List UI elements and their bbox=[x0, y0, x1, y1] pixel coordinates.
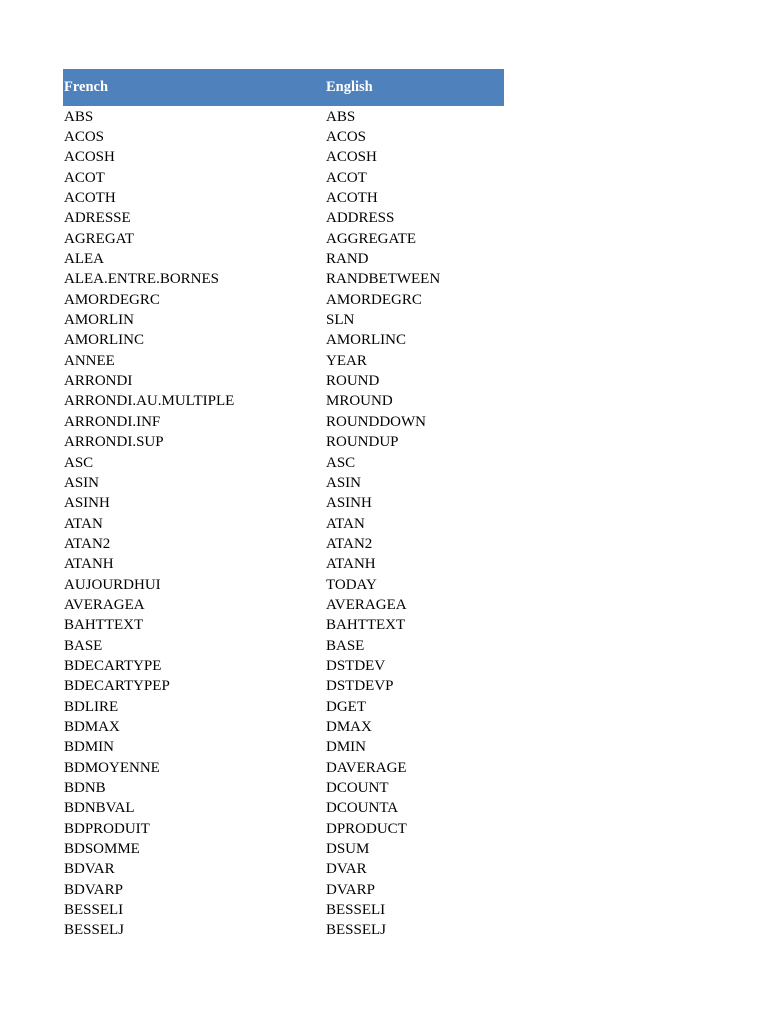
french-function-name: ASIN bbox=[64, 474, 100, 491]
french-function-name: AMORDEGRC bbox=[64, 291, 160, 308]
table-row bbox=[63, 473, 504, 493]
english-function-name: DCOUNTA bbox=[326, 800, 399, 817]
english-function-name: BAHTTEXT bbox=[326, 617, 406, 634]
french-function-name: AUJOURDHUI bbox=[64, 576, 161, 593]
english-function-name: DSUM bbox=[326, 841, 370, 858]
english-function-name: AMORLINC bbox=[326, 332, 407, 349]
french-function-name: ARRONDI.SUP bbox=[64, 434, 164, 451]
english-function-name: DMAX bbox=[326, 718, 372, 735]
table-row bbox=[63, 310, 504, 330]
table-row bbox=[63, 778, 504, 798]
table-row bbox=[63, 453, 504, 473]
table-row bbox=[63, 433, 504, 453]
table-row bbox=[63, 127, 504, 147]
french-function-name: ATAN bbox=[64, 515, 103, 532]
english-function-name: ASIN bbox=[326, 474, 362, 491]
french-function-name: ASC bbox=[64, 454, 94, 471]
table-row bbox=[63, 900, 504, 920]
english-function-name: DCOUNT bbox=[326, 780, 389, 797]
table-row bbox=[63, 371, 504, 391]
table-row bbox=[63, 331, 504, 351]
table-row bbox=[63, 575, 504, 595]
english-function-name: ROUND bbox=[326, 373, 380, 390]
table-row bbox=[63, 168, 504, 188]
english-function-name: ROUNDDOWN bbox=[326, 413, 426, 430]
english-function-name: ACOTH bbox=[326, 190, 378, 207]
french-function-name: ACOT bbox=[64, 169, 105, 186]
english-function-name: ABS bbox=[326, 108, 356, 125]
english-function-name: ATAN2 bbox=[326, 535, 373, 552]
french-function-name: ALEA bbox=[64, 251, 104, 268]
table-row bbox=[63, 819, 504, 839]
table-row bbox=[63, 636, 504, 656]
french-function-name: BDECARTYPE bbox=[64, 657, 162, 674]
english-function-name: DVAR bbox=[326, 861, 367, 878]
french-function-name: AGREGAT bbox=[64, 230, 134, 247]
french-function-name: AMORLINC bbox=[64, 332, 145, 349]
french-function-name: ATAN2 bbox=[64, 535, 111, 552]
french-function-name: ADRESSE bbox=[64, 210, 131, 227]
english-function-name: TODAY bbox=[326, 576, 377, 593]
french-function-name: ACOTH bbox=[64, 190, 116, 207]
table-row bbox=[63, 880, 504, 900]
english-function-name: DMIN bbox=[326, 739, 366, 756]
english-function-name: BESSELI bbox=[326, 902, 386, 919]
english-function-name: ACOSH bbox=[326, 149, 377, 166]
column-header-english: English bbox=[326, 79, 373, 95]
table-row bbox=[63, 738, 504, 758]
english-function-name: ATANH bbox=[326, 556, 376, 573]
french-function-name: BDVARP bbox=[64, 881, 123, 898]
table-row bbox=[63, 209, 504, 229]
table-row bbox=[63, 656, 504, 676]
table-row bbox=[63, 921, 504, 941]
french-function-name: BDECARTYPEP bbox=[64, 678, 170, 695]
table-row bbox=[63, 616, 504, 636]
english-function-name: AVERAGEA bbox=[326, 596, 407, 613]
english-function-name: DPRODUCT bbox=[326, 820, 407, 837]
english-function-name: ASC bbox=[326, 454, 356, 471]
table-row bbox=[63, 717, 504, 737]
table-row bbox=[63, 249, 504, 269]
english-function-name: RANDBETWEEN bbox=[326, 271, 441, 288]
french-function-name: ANNEE bbox=[64, 352, 115, 369]
french-function-name: BDLIRE bbox=[64, 698, 119, 715]
french-function-name: ARRONDI.AU.MULTIPLE bbox=[64, 393, 235, 410]
function-translation-table bbox=[63, 69, 504, 941]
french-function-name: BDSOMME bbox=[64, 841, 140, 858]
english-function-name: DSTDEVP bbox=[326, 678, 394, 695]
english-function-name: DVARP bbox=[326, 881, 375, 898]
english-function-name: ROUNDUP bbox=[326, 434, 399, 451]
table-row bbox=[63, 677, 504, 697]
english-function-name: AMORDEGRC bbox=[326, 291, 422, 308]
french-function-name: ATANH bbox=[64, 556, 114, 573]
table-row bbox=[63, 514, 504, 534]
english-function-name: SLN bbox=[326, 312, 355, 329]
english-function-name: DGET bbox=[326, 698, 366, 715]
french-function-name: BDNBVAL bbox=[64, 800, 135, 817]
french-function-name: ABS bbox=[64, 108, 94, 125]
french-function-name: BDMAX bbox=[64, 718, 120, 735]
table-row bbox=[63, 839, 504, 859]
french-function-name: BAHTTEXT bbox=[64, 617, 144, 634]
english-function-name: DAVERAGE bbox=[326, 759, 407, 776]
french-function-name: ARRONDI bbox=[64, 373, 133, 390]
english-function-name: RAND bbox=[326, 251, 369, 268]
french-function-name: BESSELI bbox=[64, 902, 124, 919]
french-function-name: BDPRODUIT bbox=[64, 820, 150, 837]
table-row bbox=[63, 290, 504, 310]
table-row bbox=[63, 534, 504, 554]
table-row bbox=[63, 595, 504, 615]
table-row bbox=[63, 107, 504, 127]
french-function-name: AMORLIN bbox=[64, 312, 134, 329]
french-function-name: ACOS bbox=[64, 129, 105, 146]
english-function-name: BESSELJ bbox=[326, 922, 387, 939]
french-function-name: BDMIN bbox=[64, 739, 115, 756]
table-row bbox=[63, 860, 504, 880]
french-function-name: ASINH bbox=[64, 495, 110, 512]
table-row bbox=[63, 270, 504, 290]
french-function-name: AVERAGEA bbox=[64, 596, 145, 613]
french-function-name: BESSELJ bbox=[64, 922, 125, 939]
english-function-name: BASE bbox=[326, 637, 365, 654]
table-row bbox=[63, 697, 504, 717]
french-function-name: ALEA.ENTRE.BORNES bbox=[64, 271, 219, 288]
english-function-name: ADDRESS bbox=[326, 210, 395, 227]
table-row bbox=[63, 494, 504, 514]
table-row bbox=[63, 412, 504, 432]
english-function-name: ACOS bbox=[326, 129, 367, 146]
table-row bbox=[63, 758, 504, 778]
english-function-name: DSTDEV bbox=[326, 657, 386, 674]
table-row bbox=[63, 188, 504, 208]
french-function-name: ACOSH bbox=[64, 149, 115, 166]
table-row bbox=[63, 392, 504, 412]
table-row bbox=[63, 148, 504, 168]
french-function-name: BDVAR bbox=[64, 861, 115, 878]
english-function-name: ACOT bbox=[326, 169, 367, 186]
table-row bbox=[63, 351, 504, 371]
english-function-name: MROUND bbox=[326, 393, 393, 410]
table-row bbox=[63, 555, 504, 575]
french-function-name: BASE bbox=[64, 637, 103, 654]
table-row bbox=[63, 799, 504, 819]
table-body bbox=[63, 107, 504, 941]
table-header bbox=[63, 69, 504, 106]
english-function-name: ATAN bbox=[326, 515, 365, 532]
table-row bbox=[63, 229, 504, 249]
english-function-name: YEAR bbox=[326, 352, 367, 369]
column-header-french: French bbox=[64, 79, 109, 95]
french-function-name: BDNB bbox=[64, 780, 106, 797]
french-function-name: ARRONDI.INF bbox=[64, 413, 161, 430]
english-function-name: AGGREGATE bbox=[326, 230, 416, 247]
french-function-name: BDMOYENNE bbox=[64, 759, 160, 776]
english-function-name: ASINH bbox=[326, 495, 372, 512]
